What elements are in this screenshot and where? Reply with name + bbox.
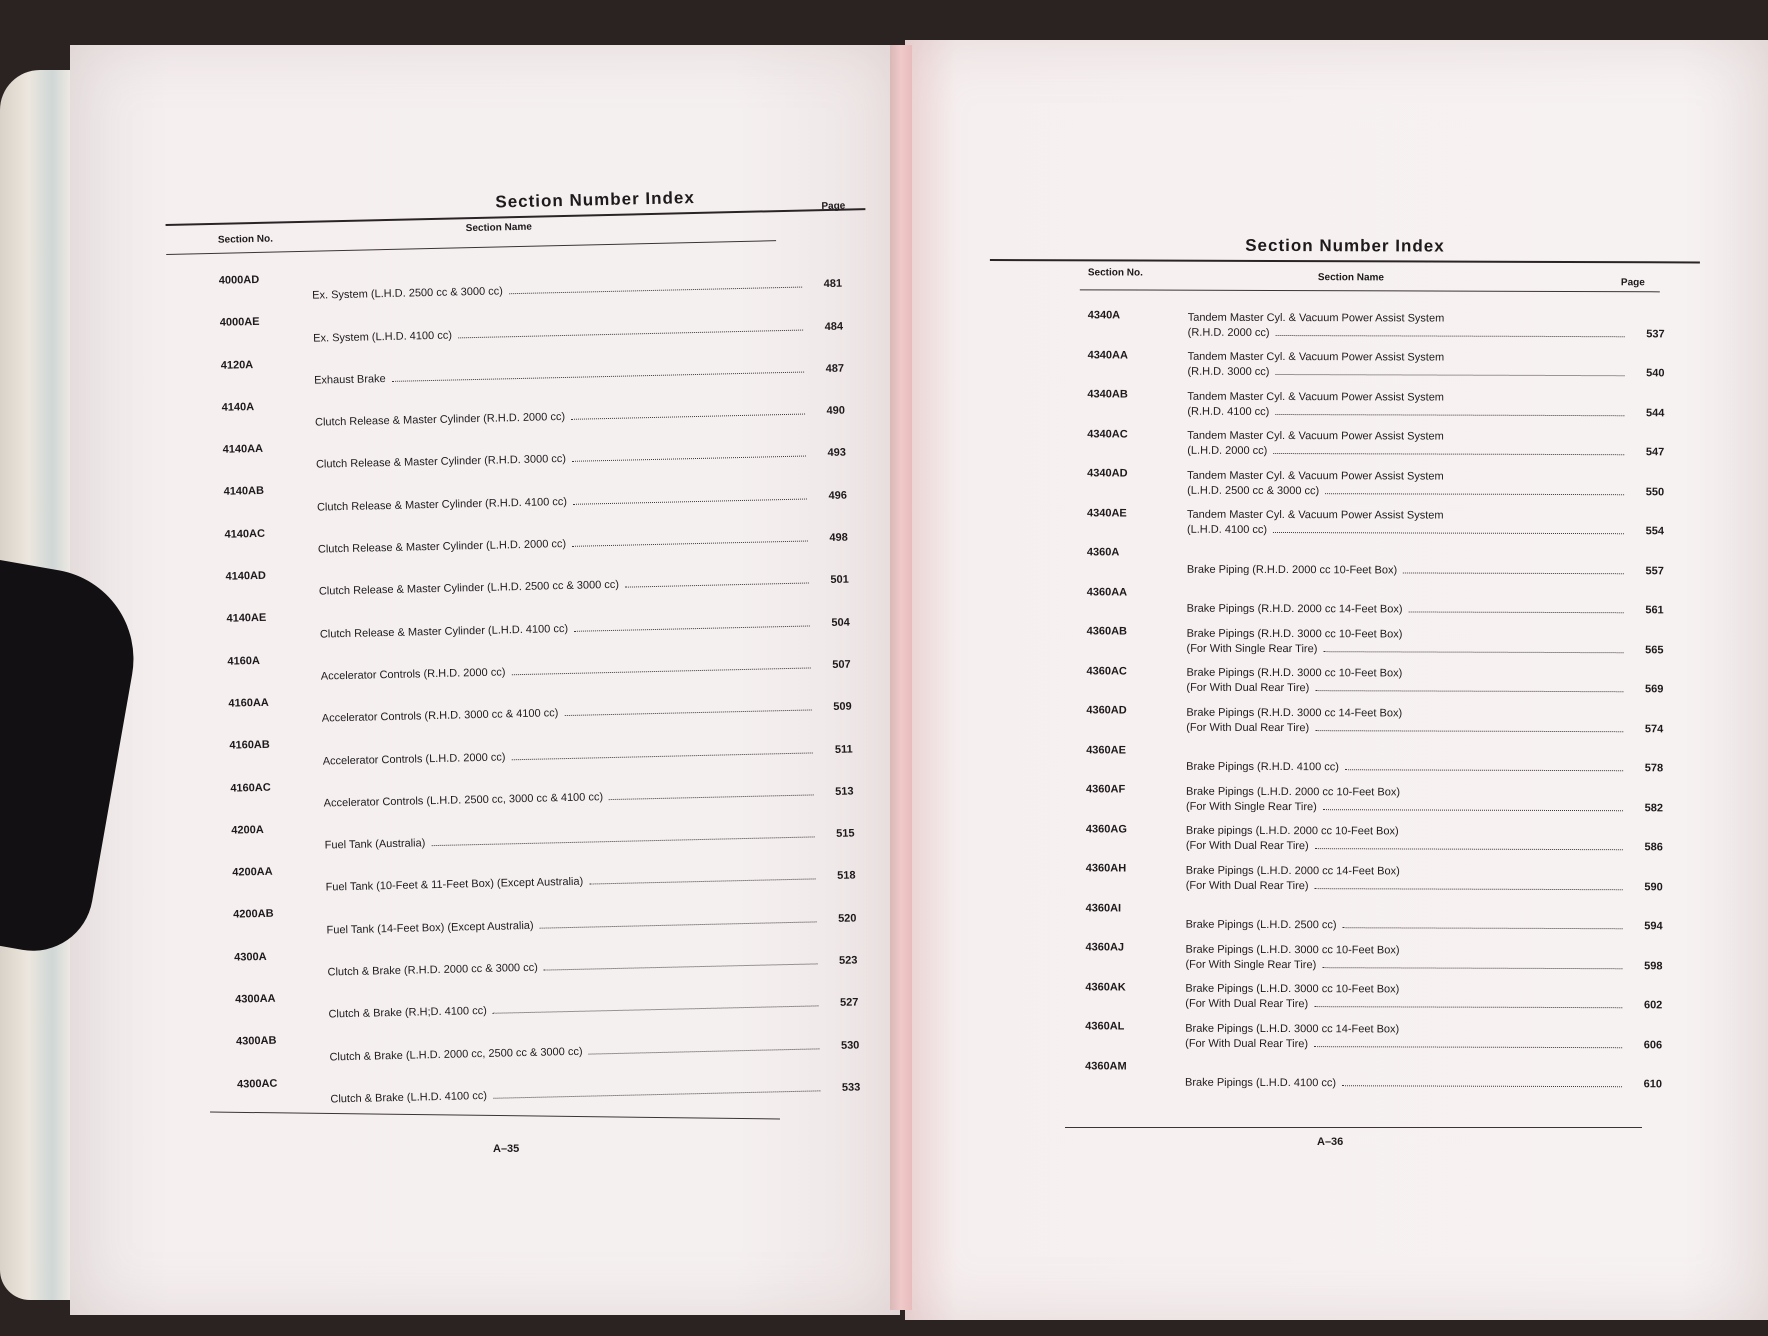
section-number: 4360A <box>1086 546 1120 559</box>
section-name-detail: (L.H.D. 2500 cc & 3000 cc) <box>1187 484 1320 497</box>
section-name: Fuel Tank (14-Feet Box) (Except Australia) <box>326 919 534 937</box>
section-number: 4360AL <box>1085 1020 1125 1033</box>
footer-rule <box>1065 1127 1642 1128</box>
entry-line-1 <box>1187 508 1699 525</box>
section-number: 4200AA <box>232 865 273 879</box>
dot-leader <box>1323 800 1623 811</box>
dot-leader <box>493 997 819 1014</box>
left-section-index <box>165 184 885 1111</box>
section-number: 4360AJ <box>1085 941 1125 954</box>
dot-leader <box>511 743 812 760</box>
page-number-cell: 586 <box>1644 841 1663 854</box>
page-number-cell: 498 <box>829 531 848 545</box>
table-row <box>989 616 1699 658</box>
page-number-cell: 547 <box>1645 446 1665 459</box>
section-name-cell <box>1187 350 1699 382</box>
dot-leader <box>1315 721 1623 732</box>
section-number: 4360AG <box>1085 822 1127 835</box>
table-row <box>987 1011 1697 1053</box>
section-name-cell <box>1186 666 1698 698</box>
dot-leader <box>1315 879 1623 890</box>
header-section-name: Section Name <box>1317 272 1385 284</box>
section-number: 4140AE <box>226 612 267 626</box>
page-number-cell: 484 <box>824 320 844 333</box>
entry-line-1 <box>1185 1021 1697 1038</box>
page-number-cell: 523 <box>838 954 858 967</box>
page-number-cell: 540 <box>1646 367 1665 380</box>
section-number: 4340AC <box>1087 427 1128 440</box>
section-name: Ex. System (L.H.D. 2500 cc & 3000 cc) <box>312 285 504 302</box>
header-page: Page <box>1620 277 1645 289</box>
section-name-detail: (R.H.D. 2000 cc) <box>1187 326 1270 339</box>
table-row <box>989 379 1699 421</box>
section-name: Accelerator Controls (L.H.D. 2000 cc) <box>322 750 506 768</box>
section-name: Tandem Master Cyl. & Vacuum Power Assist System <box>1187 350 1445 364</box>
entry-line-2 <box>1187 523 1699 540</box>
index-rows <box>987 300 1700 1092</box>
entry-line-2 <box>1186 681 1698 698</box>
page-number-cell: 590 <box>1644 880 1663 893</box>
page-number-cell: 602 <box>1643 999 1663 1012</box>
section-number: 4360AF <box>1086 783 1126 796</box>
section-number: 4360AI <box>1085 901 1122 914</box>
dot-leader <box>1323 642 1623 653</box>
table-row <box>990 300 1700 342</box>
section-name-cell <box>1187 389 1699 421</box>
page-number-cell: 565 <box>1645 643 1664 656</box>
entry-line-1 <box>1186 784 1698 801</box>
section-number: 4340AB <box>1087 388 1128 401</box>
section-name-detail: (L.H.D. 4100 cc) <box>1186 523 1268 536</box>
dot-leader <box>1273 444 1624 455</box>
section-name-detail: (For With Dual Rear Tire) <box>1185 997 1309 1011</box>
dot-leader <box>1343 918 1623 929</box>
page-number-cell: 487 <box>825 362 845 375</box>
entry-line-2 <box>1186 878 1698 895</box>
entry-line-1 <box>1185 942 1697 959</box>
dot-leader <box>1315 681 1623 692</box>
page-number-cell: 606 <box>1643 1038 1663 1051</box>
dot-leader <box>564 701 812 717</box>
section-number: 4160A <box>227 654 261 668</box>
table-row <box>989 458 1699 500</box>
section-name-detail: (For With Dual Rear Tire) <box>1185 879 1309 892</box>
section-number: 4140A <box>221 400 255 414</box>
section-name-cell <box>1185 942 1697 974</box>
dot-leader <box>1345 760 1623 771</box>
section-name-detail: (For With Dual Rear Tire) <box>1185 1037 1309 1050</box>
entry-line-2 <box>1186 839 1698 856</box>
page-number-cell: 530 <box>840 1039 860 1052</box>
page-number-cell: 481 <box>823 277 843 291</box>
section-name-cell <box>1186 705 1698 737</box>
section-number: 4200A <box>231 823 264 837</box>
section-name-detail: (For With Single Rear Tire) <box>1185 958 1317 971</box>
section-name: Clutch Release & Master Cylinder (R.H.D. 2000 cc) <box>314 411 566 429</box>
section-name: Tandem Master Cyl. & Vacuum Power Assist System <box>1187 508 1444 522</box>
section-name-detail: (For With Single Rear Tire) <box>1185 800 1317 813</box>
page-number-cell: 518 <box>837 869 856 883</box>
dot-leader <box>493 1081 821 1098</box>
entry-line-1 <box>1187 389 1699 406</box>
page-number-cell: 527 <box>839 996 859 1010</box>
page-number-cell: 501 <box>830 573 849 587</box>
dot-leader <box>1322 958 1622 969</box>
entry-line-2 <box>1185 1076 1697 1093</box>
entry-line-2 <box>1187 562 1699 579</box>
section-number: 4300AB <box>235 1035 277 1048</box>
section-name: Brake Pipings (R.H.D. 3000 cc 14-Feet Box) <box>1186 706 1403 719</box>
header-section-no: Section No. <box>217 233 274 246</box>
section-name: Brake Pipings (L.H.D. 2000 cc 10-Feet Box) <box>1186 785 1401 798</box>
section-name-cell <box>1187 562 1699 579</box>
entry-line-2 <box>1186 760 1698 777</box>
entry-line-1 <box>1187 468 1699 485</box>
dot-leader <box>609 785 814 800</box>
section-number: 4000AD <box>218 273 260 287</box>
table-row <box>988 774 1698 816</box>
page-title: Section Number Index <box>495 187 696 212</box>
page-number-cell: 520 <box>837 912 857 925</box>
dot-leader <box>511 658 811 675</box>
dot-leader <box>589 870 816 885</box>
dot-leader <box>1275 365 1624 376</box>
dot-leader <box>539 912 816 928</box>
section-name: Clutch Release & Master Cylinder (R.H.D. 3000 cc) <box>315 453 567 472</box>
page-number: A–35 <box>493 1143 520 1155</box>
section-number: 4340AA <box>1087 348 1128 361</box>
section-name: Clutch & Brake (L.H.D. 4100 cc) <box>330 1089 488 1106</box>
section-name-cell <box>1187 468 1699 500</box>
table-row <box>987 971 1697 1013</box>
dot-leader <box>509 278 802 295</box>
table-row <box>988 853 1698 895</box>
entry-line-2 <box>1185 997 1697 1014</box>
page-number-cell: 610 <box>1643 1078 1663 1091</box>
section-name: Brake pipings (L.H.D. 2000 cc 10-Feet Box) <box>1185 824 1399 838</box>
section-name-detail: (L.H.D. 2000 cc) <box>1187 444 1268 457</box>
section-name: Accelerator Controls (L.H.D. 2500 cc, 3000 cc & 4100 cc) <box>323 791 604 810</box>
page-number-cell: 537 <box>1646 327 1665 340</box>
table-row <box>989 339 1699 381</box>
page-number-cell: 557 <box>1645 564 1664 577</box>
table-row <box>989 537 1699 579</box>
section-name: Brake Pipings (L.H.D. 3000 cc 10-Feet Box) <box>1185 982 1400 996</box>
page-number-cell: 594 <box>1644 920 1663 933</box>
section-name: Clutch Release & Master Cylinder (L.H.D. 2000 cc) <box>317 538 567 556</box>
entry-line-1 <box>1188 350 1700 367</box>
section-name: Brake Pipings (R.H.D. 3000 cc 10-Feet Box) <box>1186 666 1403 680</box>
section-name: Fuel Tank (Australia) <box>324 837 426 852</box>
entry-line-1 <box>1187 429 1699 446</box>
entry-line-2 <box>1185 1036 1697 1053</box>
section-name: Tandem Master Cyl. & Vacuum Power Assist System <box>1187 429 1444 443</box>
dot-leader <box>625 574 809 588</box>
section-number: 4160AA <box>228 696 269 710</box>
section-number: 4000AE <box>219 316 260 330</box>
section-number: 4200AB <box>233 908 274 922</box>
column-headers <box>990 261 1700 291</box>
section-number: 4360AE <box>1086 743 1126 756</box>
section-name-detail: (For With Single Rear Tire) <box>1186 642 1318 655</box>
dot-leader <box>1314 997 1622 1008</box>
page-number-cell: 496 <box>828 489 848 502</box>
section-name-cell <box>1186 824 1698 856</box>
section-number: 4140AD <box>225 569 267 583</box>
entry-line-2 <box>1187 602 1699 619</box>
entry-line-2 <box>1187 365 1699 382</box>
section-name-cell <box>1186 760 1698 777</box>
section-name: Ex. System (L.H.D. 4100 cc) <box>313 329 453 345</box>
page-number-cell: 544 <box>1646 406 1665 419</box>
header-section-name: Section Name <box>465 221 532 235</box>
entry-line-1 <box>1186 863 1698 880</box>
page-number-cell: 507 <box>832 658 851 671</box>
table-row <box>987 932 1697 974</box>
table-row <box>988 892 1698 934</box>
section-number: 4140AB <box>223 485 265 499</box>
table-row <box>988 734 1698 776</box>
section-name-detail: (For With Dual Rear Tire) <box>1186 681 1310 695</box>
section-name-detail: Brake Pipings (L.H.D. 2500 cc) <box>1185 918 1337 932</box>
page-number-cell: 569 <box>1645 683 1664 696</box>
section-name-detail: (For With Dual Rear Tire) <box>1185 839 1309 853</box>
page-number-cell: 504 <box>831 616 850 629</box>
section-name-detail: Brake Piping (R.H.D. 2000 cc 10-Feet Box) <box>1186 563 1398 576</box>
page-number-cell: 493 <box>827 447 847 460</box>
dot-leader <box>573 489 807 504</box>
dot-leader <box>572 447 806 462</box>
section-name-cell <box>1187 602 1699 619</box>
dot-leader <box>574 616 810 631</box>
page-title: Section Number Index <box>1245 235 1445 256</box>
section-number: 4360AB <box>1086 625 1127 638</box>
dot-leader <box>1273 523 1624 534</box>
section-name: Clutch Release & Master Cylinder (L.H.D. 4100 cc) <box>319 622 569 641</box>
table-row <box>989 418 1699 460</box>
section-number: 4360AC <box>1086 664 1127 677</box>
section-number: 4360AM <box>1085 1059 1127 1072</box>
section-name: Accelerator Controls (R.H.D. 3000 cc & 4100 cc) <box>321 707 559 725</box>
entry-line-2 <box>1186 799 1698 816</box>
header-section-no: Section No. <box>1087 267 1143 279</box>
page-number-cell: 515 <box>836 827 855 841</box>
section-name: Fuel Tank (10-Feet & 11-Feet Box) (Except Australia) <box>325 876 584 894</box>
section-name: Clutch & Brake (R.H;D. 4100 cc) <box>328 1005 487 1021</box>
dot-leader <box>588 1039 819 1054</box>
table-row <box>989 497 1699 539</box>
section-number: 4340AD <box>1087 467 1128 480</box>
section-name-cell <box>1186 784 1698 816</box>
page-number-cell: 574 <box>1644 722 1664 735</box>
section-number: 4140AA <box>222 443 264 456</box>
table-row <box>987 1050 1697 1092</box>
page-number-cell: 509 <box>833 700 852 714</box>
section-name-detail: Brake Pipings (R.H.D. 4100 cc) <box>1186 760 1340 774</box>
dot-leader <box>431 828 814 847</box>
section-number: 4340AE <box>1087 506 1127 519</box>
section-name: Tandem Master Cyl. & Vacuum Power Assist System <box>1187 390 1445 404</box>
section-name-detail: (R.H.D. 4100 cc) <box>1187 405 1270 418</box>
section-name: Brake Pipings (L.H.D. 3000 cc 14-Feet Box) <box>1185 1022 1400 1035</box>
entry-line-2 <box>1188 325 1700 342</box>
entry-line-2 <box>1186 918 1698 935</box>
section-name: Clutch Release & Master Cylinder (L.H.D. 2500 cc & 3000 cc) <box>318 579 620 598</box>
section-name-detail: Brake Pipings (L.H.D. 4100 cc) <box>1185 1076 1337 1090</box>
page-number-cell: 490 <box>826 404 846 418</box>
section-name: Clutch & Brake (L.H.D. 2000 cc, 2500 cc & 3000 cc) <box>329 1045 583 1064</box>
section-number: 4140AC <box>224 527 266 541</box>
section-name: Tandem Master Cyl. & Vacuum Power Assist System <box>1187 311 1445 325</box>
section-name: Clutch Release & Master Cylinder (R.H.D. 4100 cc) <box>316 495 568 514</box>
dot-leader <box>544 954 818 970</box>
dot-leader <box>1342 1076 1622 1087</box>
entry-line-1 <box>1187 626 1699 643</box>
section-name-cell <box>1186 918 1698 935</box>
section-number: 4300A <box>234 950 267 964</box>
section-name-detail: (R.H.D. 3000 cc) <box>1187 365 1270 378</box>
entry-line-2 <box>1187 483 1699 500</box>
section-name: Brake Pipings (L.H.D. 3000 cc 10-Feet Box) <box>1185 943 1400 956</box>
page-number-cell: 554 <box>1645 525 1664 538</box>
dot-leader <box>1403 563 1624 574</box>
dot-leader <box>1314 1037 1622 1048</box>
section-name-cell <box>1186 863 1698 895</box>
dot-leader <box>1276 325 1625 336</box>
section-number: 4160AC <box>230 781 271 795</box>
entry-line-2 <box>1187 444 1699 461</box>
section-name-detail: Brake Pipings (R.H.D. 2000 cc 14-Feet Box) <box>1186 602 1403 616</box>
dot-leader <box>1408 602 1623 613</box>
section-name: Tandem Master Cyl. & Vacuum Power Assist System <box>1187 469 1444 483</box>
page-number-cell: 513 <box>835 785 854 798</box>
entry-line-1 <box>1185 982 1697 999</box>
table-row <box>988 695 1698 737</box>
page-number: A–36 <box>1317 1136 1344 1148</box>
page-number-cell: 561 <box>1645 604 1664 617</box>
section-name: Brake Pipings (L.H.D. 2000 cc 14-Feet Box) <box>1185 864 1400 877</box>
dot-leader <box>572 532 808 547</box>
book-gutter <box>890 45 912 1310</box>
entry-line-2 <box>1185 957 1697 974</box>
section-number: 4160AB <box>229 739 270 752</box>
section-name-cell <box>1188 310 1700 342</box>
entry-line-1 <box>1188 310 1700 327</box>
page-number-cell: 598 <box>1644 959 1663 972</box>
section-name-cell <box>1187 626 1699 658</box>
page-number-cell: 578 <box>1644 762 1664 775</box>
entry-line-2 <box>1187 404 1699 421</box>
section-number: 4360AA <box>1086 585 1128 598</box>
section-number: 4340A <box>1087 309 1121 322</box>
section-number: 4360AH <box>1085 862 1127 875</box>
dot-leader <box>1325 484 1624 495</box>
section-number: 4300AA <box>235 992 276 1006</box>
page-number-cell: 533 <box>841 1081 861 1094</box>
section-number: 4360AD <box>1086 704 1127 717</box>
section-name-cell <box>1185 1021 1697 1053</box>
page-number-cell: 511 <box>834 743 853 756</box>
entry-line-2 <box>1187 641 1699 658</box>
section-number: 4360AK <box>1085 980 1126 993</box>
section-name-cell <box>1187 508 1699 540</box>
section-number: 4120A <box>220 358 254 372</box>
page-number-cell: 582 <box>1644 801 1664 814</box>
section-name-cell <box>1185 982 1697 1014</box>
dot-leader <box>1315 839 1623 850</box>
table-row <box>989 576 1699 618</box>
section-number: 4300AC <box>236 1077 278 1091</box>
page-number-cell: 550 <box>1645 485 1665 498</box>
entry-line-1 <box>1186 666 1698 683</box>
dot-leader <box>571 405 805 420</box>
section-name-cell <box>1187 429 1699 461</box>
entry-line-1 <box>1186 824 1698 841</box>
table-row <box>988 813 1698 855</box>
header-page: Page <box>821 200 846 213</box>
dot-leader <box>1275 404 1624 415</box>
index-rows <box>166 249 885 1111</box>
dot-leader <box>458 320 803 338</box>
right-section-index <box>987 235 1700 1092</box>
section-name: Brake Pipings (R.H.D. 3000 cc 10-Feet Box) <box>1186 627 1403 640</box>
entry-line-1 <box>1186 705 1698 722</box>
section-name-detail: (For With Dual Rear Tire) <box>1186 721 1310 734</box>
section-name: Exhaust Brake <box>313 372 386 387</box>
table-row <box>988 655 1698 697</box>
section-name: Accelerator Controls (R.H.D. 2000 cc) <box>320 666 506 683</box>
section-name: Clutch & Brake (R.H.D. 2000 cc & 3000 cc) <box>327 961 538 979</box>
entry-line-2 <box>1186 720 1698 737</box>
section-name-cell <box>1185 1076 1697 1093</box>
